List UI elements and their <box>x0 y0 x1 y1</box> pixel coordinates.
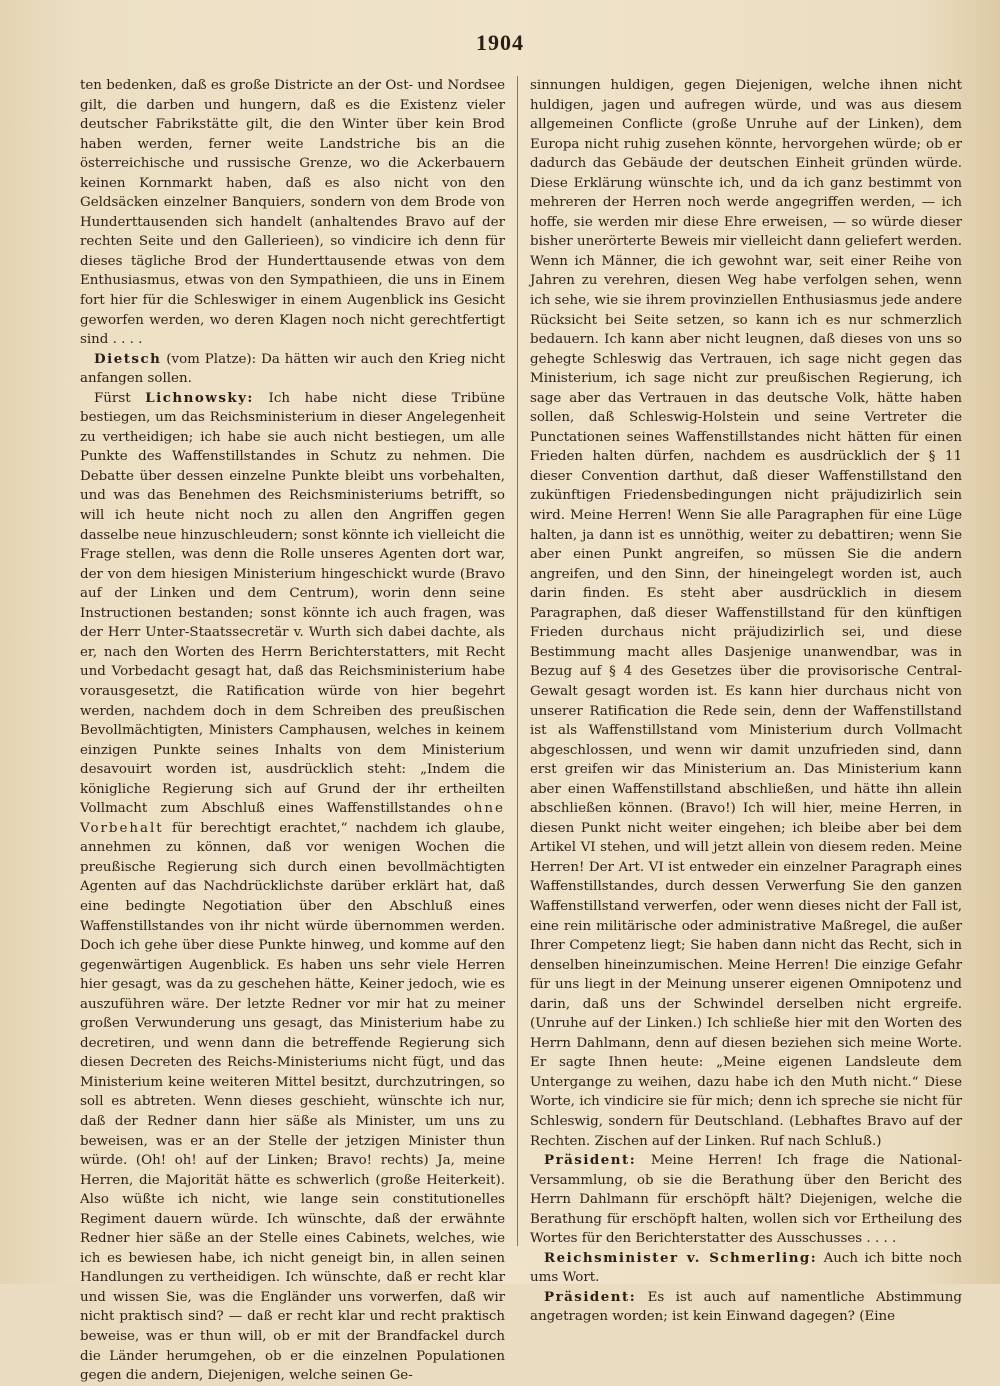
speaker-name: Reichsminister v. Schmerling: <box>544 1249 818 1266</box>
left-column <box>80 76 505 1384</box>
speech-text: Ich habe nicht diese Tribüne bestiegen, um das Reichsministerium in dieser Angelegenheit zu vertheidigen; ich habe sie auch nicht bestiegen, um alle Punkte des Waffenstillstandes in Schutz zu nehmen. Die Debatte über dessen einzelne Punkte bleibt uns vorbehalten, und was das Benehmen des Reichsministeriums betrifft, so will ich heute nicht noch zu allen den Angriffen gegen dasselbe neue hinzuschleudern; sonst könnte ich vielleicht die Frage stellen, was denn die Rolle unseres Agenten dort war, der von dem hiesigen Ministerium hingeschickt wurde (Bravo auf der Linken und dem Centrum), worin denn seine Instructionen bestanden; sonst könnte ich auch fragen, was der Herr Unter-Staatssecretär v. Wurth sich dabei dachte, als er, nach den Worten des Herrn Berichterstatters, mit Recht und Vorbedacht gesagt hat, daß das Reichsministerium habe vorausgesetzt, die Ratification würde von hier begehrt werden, nachdem doch in dem Schreiben des preußischen Bevollmächtigten, Ministers Camphausen, welches in keinem einzigen Punkte seines Inhalts von dem Ministerium desavouirt worden ist, ausdrücklich steht: „Indem die königliche Regierung sich auf Grund der ihr ertheilten Vollmacht zum Abschluß eines Waffenstillstandes <box>80 390 505 817</box>
speaker-name: Präsident: <box>544 1152 637 1169</box>
page-number: 1904 <box>476 30 524 55</box>
speech-schmerling <box>530 1249 962 1288</box>
speech-text: Auch ich bitte noch ums Wort. <box>530 1250 962 1286</box>
speech-text: Meine Herren! Ich frage die National-Versammlung, ob sie die Berathung über den Bericht des Herrn Dahlmann für erschöpft hält? Diejenigen, welche die Berathung für erschöpft halten, wollen sich vor Ertheilung des Wortes für den Berichterstatter des Ausschusses . . . . <box>530 1153 962 1247</box>
speech-text: für berechtigt erachtet,“ nachdem ich glaube, annehmen zu können, daß vor wenigen Wochen die preußische Regierung sich durch einen bevollmächtigten Agenten auf das Nachdrücklichste darüber erklärt hat, daß eine bedingte Negotiation über den Abschluß eines Waffenstillstandes von ihr nicht würde übernommen werden. Doch ich gehe über diese Punkte hinweg, und komme auf den gegenwärtigen Augenblick. Es haben uns sehr viele Herren hier gesagt, was da zu geschehen hätte, Keiner jedoch, wie es auszuführen wäre. Der letzte Redner vor mir hat zu meiner großen Verwunderung uns gesagt, das Ministerium habe zu decretiren, und wenn dann die betreffende Regierung sich diesen Decreten des Reichs-Ministeriums nicht fügt, und das Ministerium keine weiteren Mittel besitzt, durchzutringen, so soll es abtreten. Wenn dieses geschieht, wünschte ich nur, daß der Redner dann hier säße als Minister, um uns zu beweisen, was er an der Stelle der jetzigen Minister thun würde. (Oh! oh! auf der Linken; Bravo! rechts) Ja, meine Herren, die Majorität hätte es schwerlich (große Heiterkeit). Also wüßte ich nicht, wie lange sein constitutionelles Regiment dauern würde. Ich wünschte, daß der erwähnte Redner hier säße an der Stelle eines Cabinets, welches, wie ich es bewiesen habe, ich nicht geneigt bin, in allen seinen Handlungen zu vertheidigen. Ich wünschte, daß er recht klar und wissen Sie, was die Engländer uns vorwerfen, daß wir nicht praktisch sind? — daß er recht klar und recht praktisch beweise, was er thun will, ob er mit der Brandfackel durch die Länder herumgehen, ob er die einzelnen Populationen gegen die andern, Diejenigen, welche seinen Ge- <box>80 820 505 1384</box>
speech-text: Es ist auch auf namentliche Abstimmung angetragen worden; ist kein Einwand dagegen? (Eine <box>530 1289 962 1325</box>
paragraph: ten bedenken, daß es große Districte an der Ost- und Nordsee gilt, die darben und hungern, daß es die Existenz vieler deutscher Fabrikstätte gilt, die den Winter über kein Brod haben werden, ferner weite Landstriche bis an die österreichische und russische Grenze, wo die Ackerbauern keinen Kornmarkt haben, daß es also nicht von den Geldsäcken einzelner Banquiers, sondern von dem Brode von Hunderttausenden sich handelt (anhaltendes Bravo auf der rechten Seite und den Gallerieen), so vindicire ich denn für dieses tägliche Brod der Hunderttausende etwas von dem Enthusiasmus, etwas von den Sympathieen, die uns in Einem fort hier für die Schleswiger in einem Augenblick ins Gesicht geworfen werden, wo deren Klagen noch nicht gerechtfertigt sind . . . . <box>80 78 505 348</box>
right-column <box>530 76 962 1325</box>
speech-praesident <box>530 1151 962 1249</box>
speaker-name: Lichnowsky: <box>145 389 254 406</box>
paragraph: sinnungen huldigen, gegen Diejenigen, welche ihnen nicht huldigen, jagen und aufregen würde, und was aus diesem allgemeinen Conflicte (große Unruhe auf der Linken), dem Europa nicht ruhig zusehen könnte, hervorgehen würde; ob er dadurch das Gebäude der deutschen Einheit gründen würde. Diese Erklärung wünschte ich, und da ich ganz bestimmt von mehreren der Herren noch werde angegriffen werden, — ich hoffe, sie werden mir diese Ehre erweisen, — so würde dieser bisher unerörterte Beweis mir vielleicht dann geliefert werden. Wenn ich Männer, die ich gewohnt war, seit einer Reihe von Jahren zu verehren, diesen Weg habe verfolgen sehen, wenn ich sehe, wie sie ihrem provinziellen Enthusiasmus jede andere Rücksicht bei Seite setzen, so kann ich es nur schmerzlich bedauern. Ich kann aber nicht leugnen, daß dieses von uns so gehegte Schleswig das Vertrauen, ich sage nicht gegen das Ministerium, ich sage nicht zur preußischen Regierung, ich sage aber das Vertrauen in das deutsche Volk, hätte haben sollen, daß Schleswig-Holstein und seine Vertreter die Punctationen seines Waffenstillstandes nicht hätten für einen Frieden halten dürfen, nachdem es ausdrücklich der § 11 dieser Convention darthut, daß dieser Waffenstillstand den zukünftigen Friedensbedingungen nicht präjudizirlich sein wird. Meine Herren! Wenn Sie alle Paragraphen für eine Lüge halten, ja dann ist es unnöthig, weiter zu debattiren; wenn Sie aber einen Punkt angreifen, so müssen Sie die andern angreifen, und den Sinn, der hineingelegt worden ist, auch darin finden. Es steht aber ausdrücklich in diesem Paragraphen, daß dieser Waffenstillstand für den künftigen Frieden durchaus nicht präjudizirlich sei, und diese Bestimmung macht alles Dasjenige unanwendbar, was in Bezug auf § 4 des Gesetzes über die provisorische Central-Gewalt gesagt worden ist. Es kann hier durchaus nicht von unserer Ratification die Rede sein, denn der Waffenstillstand ist als Waffenstillstand vom Ministerium durch Vollmacht abgeschlossen, und wenn wir damit unzufrieden sind, dann erst greifen wir das Ministerium an. Das Ministerium kann aber einen Waffenstillstand abschließen, und hätte ihn allein abschließen können. (Bravo!) Ich will hier, meine Herren, in diesen Punkt nicht weiter eingehen; ich bleibe aber bei dem Artikel VI stehen, und will jetzt allein von diesem reden. Meine Herren! Der Art. VI ist entweder ein einzelner Paragraph eines Waffenstillstandes, durch dessen Verwerfung Sie den ganzen Waffenstillstand verwerfen, oder wenn dieses nicht der Fall ist, eine rein militärische oder administrative Maßregel, die außer Ihrer Competenz liegt; Sie haben dann nicht das Recht, sich in denselben hineinzumischen. Meine Herren! Die einzige Gefahr für uns liegt in der Meinung unserer eigenen Omnipotenz und darin, daß uns der Schwindel derselben nicht ergreife. (Unruhe auf der Linken.) Ich schließe hier mit den Worten des Herrn Dahlmann, denn auf diesen beziehen sich meine Worte. Er sagte Ihnen heute: „Meine eigenen Landsleute dem Untergange zu weihen, dazu habe ich den Muth nicht.“ Diese Worte, ich vindicire sie für mich; denn ich spreche sie nicht für Schleswig, sondern für Deutschland. (Lebhaftes Bravo auf der Rechten. Zischen auf der Linken. Ruf nach Schluß.) <box>530 78 962 1149</box>
speaker-name: Dietsch <box>94 350 162 367</box>
emphasis-text: ohne Vorbehalt <box>80 801 505 836</box>
speaker-title: Fürst <box>94 390 131 406</box>
speech-dietsch <box>80 350 505 389</box>
speech-praesident <box>530 1288 962 1327</box>
column-divider <box>517 76 518 1246</box>
speech-text: (vom Platze): Da hätten wir auch den Krieg nicht anfangen sollen. <box>80 351 505 387</box>
speaker-name: Präsident: <box>544 1288 637 1305</box>
speech-lichnowsky <box>80 389 505 1386</box>
